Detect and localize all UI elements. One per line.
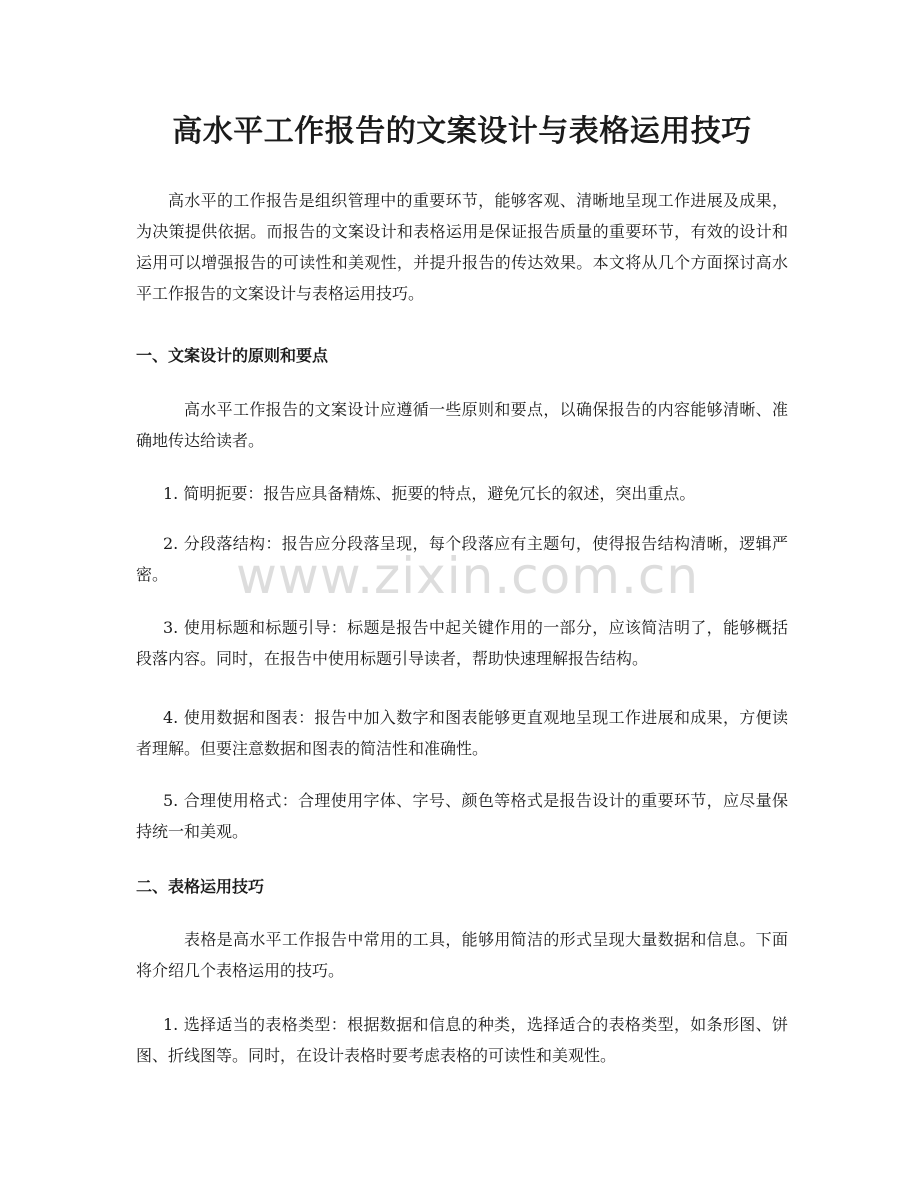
- watermark-text: www.zixin.com.cn: [236, 547, 700, 605]
- section-1-item-2: 2. 分段落结构：报告应分段落呈现，每个段落应有主题句，使得报告结构清晰，逻辑严密。: [136, 534, 788, 584]
- document-title: 高水平工作报告的文案设计与表格运用技巧: [172, 114, 752, 149]
- section-1-item-5: 5. 合理使用格式：合理使用字体、字号、颜色等格式是报告设计的重要环节，应尽量保持统一和美观。: [136, 791, 788, 841]
- intro-paragraph: 高水平的工作报告是组织管理中的重要环节，能够客观、清晰地呈现工作进展及成果，为决策提供依据。而报告的文案设计和表格运用是保证报告质量的重要环节，有效的设计和运用可以增强报告的可读性和美观性，并提升报告的传达效果。本文将从几个方面探讨高水平工作报告的文案设计与表格运用技巧。: [136, 191, 788, 303]
- section-1-item-4: 4. 使用数据和图表：报告中加入数字和图表能够更直观地呈现工作进展和成果，方便读者理解。但要注意数据和图表的简洁性和准确性。: [136, 708, 788, 758]
- section-2-heading: 二、表格运用技巧: [136, 877, 265, 896]
- section-1-intro: 高水平工作报告的文案设计应遵循一些原则和要点，以确保报告的内容能够清晰、准确地传达给读者。: [136, 400, 788, 450]
- section-2-item-1: 1. 选择适当的表格类型：根据数据和信息的种类，选择适合的表格类型，如条形图、饼图、折线图等。同时，在设计表格时要考虑表格的可读性和美观性。: [136, 1015, 788, 1065]
- section-1-heading: 一、文案设计的原则和要点: [136, 346, 329, 365]
- section-1-item-1: 1. 简明扼要：报告应具备精炼、扼要的特点，避免冗长的叙述，突出重点。: [163, 484, 696, 503]
- section-1-item-3: 3. 使用标题和标题引导：标题是报告中起关键作用的一部分，应该简洁明了，能够概括段落内容。同时，在报告中使用标题引导读者，帮助快速理解报告结构。: [136, 618, 788, 668]
- section-2-intro: 表格是高水平工作报告中常用的工具，能够用简洁的形式呈现大量数据和信息。下面将介绍几个表格运用的技巧。: [136, 930, 788, 980]
